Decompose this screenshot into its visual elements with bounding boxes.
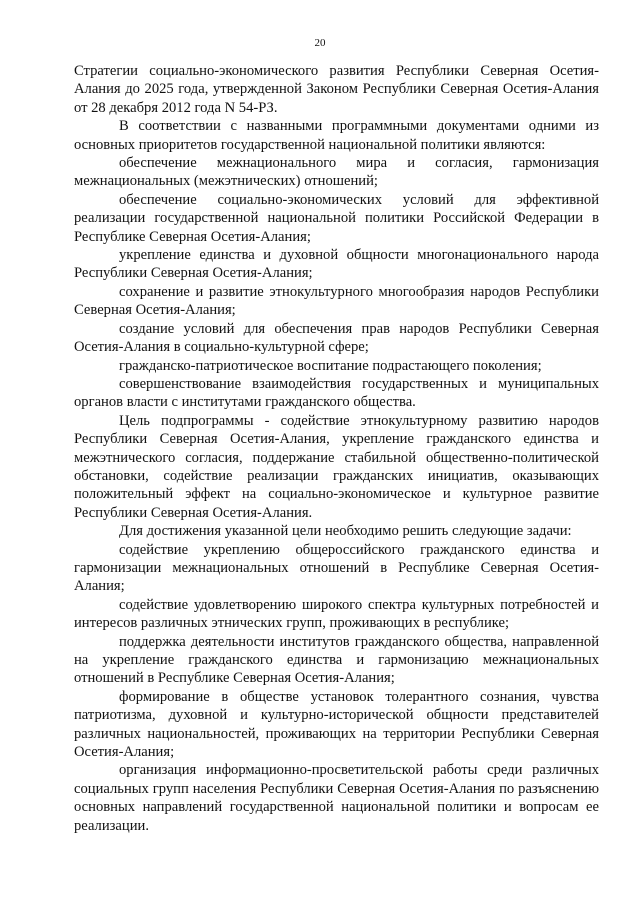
priority-item: укрепление единства и духовной общности многонационального народа Республики Северная Осетия-Алания; — [74, 247, 599, 282]
priority-item: обеспечение социально-экономических условий для эффективной реализации государственной национальной политики Российской Федерации в Республике Северная Осетия-Алания; — [74, 191, 599, 245]
task-item: содействие укреплению общероссийского гражданского единства и гармонизации межнациональных отношений в Республике Северная Осетия-Алания; — [74, 541, 599, 595]
paragraph-tasks-intro: Для достижения указанной цели необходимо решить следующие задачи: — [119, 523, 572, 540]
task-item: организация информационно-просветительской работы среди различных социальных групп населения Республики Северная Осетия-Алания по разъяснению основных направлений государственной национальной политики и вопросам ее реализации. — [74, 762, 599, 834]
priority-item: сохранение и развитие этнокультурного многообразия народов Республики Северная Осетия-Алания; — [74, 283, 599, 319]
task-item: содействие удовлетворению широкого спектра культурных потребностей и интересов различных этнических групп, проживающих в республике; — [74, 596, 599, 632]
paragraph-strategy-reference: Стратегии социально-экономического развития Республики Северная Осетия-Алания до 2025 года, утвержденной Законом Республики Северная Осетия-Алания от 28 декабря 2012 года N 54-РЗ. — [74, 63, 599, 116]
priority-item: создание условий для обеспечения прав народов Республики Северная Осетия-Алания в социально-культурной сфере; — [74, 320, 599, 356]
paragraph-priorities-intro: В соответствии с названными программными документами одними из основных приоритетов государственной национальной политики являются: — [74, 118, 599, 153]
page-number: 20 — [314, 37, 326, 49]
document-body — [74, 62, 599, 835]
paragraph-subprogram-goal: Цель подпрограммы - содействие этнокультурному развитию народов Республики Северная Осетия-Алания, укрепление гражданского единства и межэтнического согласия, поддержание стабильной общественно-политической обстановки, содействие реализации гражданских инициатив, оказывающих положительный эффект на социально-экономическое и культурное развитие Республики Северная Осетия-Алания. — [74, 412, 599, 521]
task-item: поддержка деятельности институтов гражданского общества, направленной на укрепление гражданского единства и гармонизацию межнациональных отношений в Республике Северная Осетия-Алания; — [74, 633, 599, 687]
task-item: формирование в обществе установок толерантного сознания, чувства патриотизма, духовной и культурно-исторической общности представителей различных национальностей, проживающих на территории Республики Северная Осетия-Алания; — [74, 688, 599, 761]
priority-item: обеспечение межнационального мира и согласия, гармонизация межнациональных (межэтнических) отношений; — [74, 155, 599, 190]
priority-item: гражданско-патриотическое воспитание подрастающего поколения; — [119, 357, 542, 374]
priority-item: совершенствование взаимодействия государственных и муниципальных органов власти с институтами гражданского общества. — [74, 375, 599, 411]
